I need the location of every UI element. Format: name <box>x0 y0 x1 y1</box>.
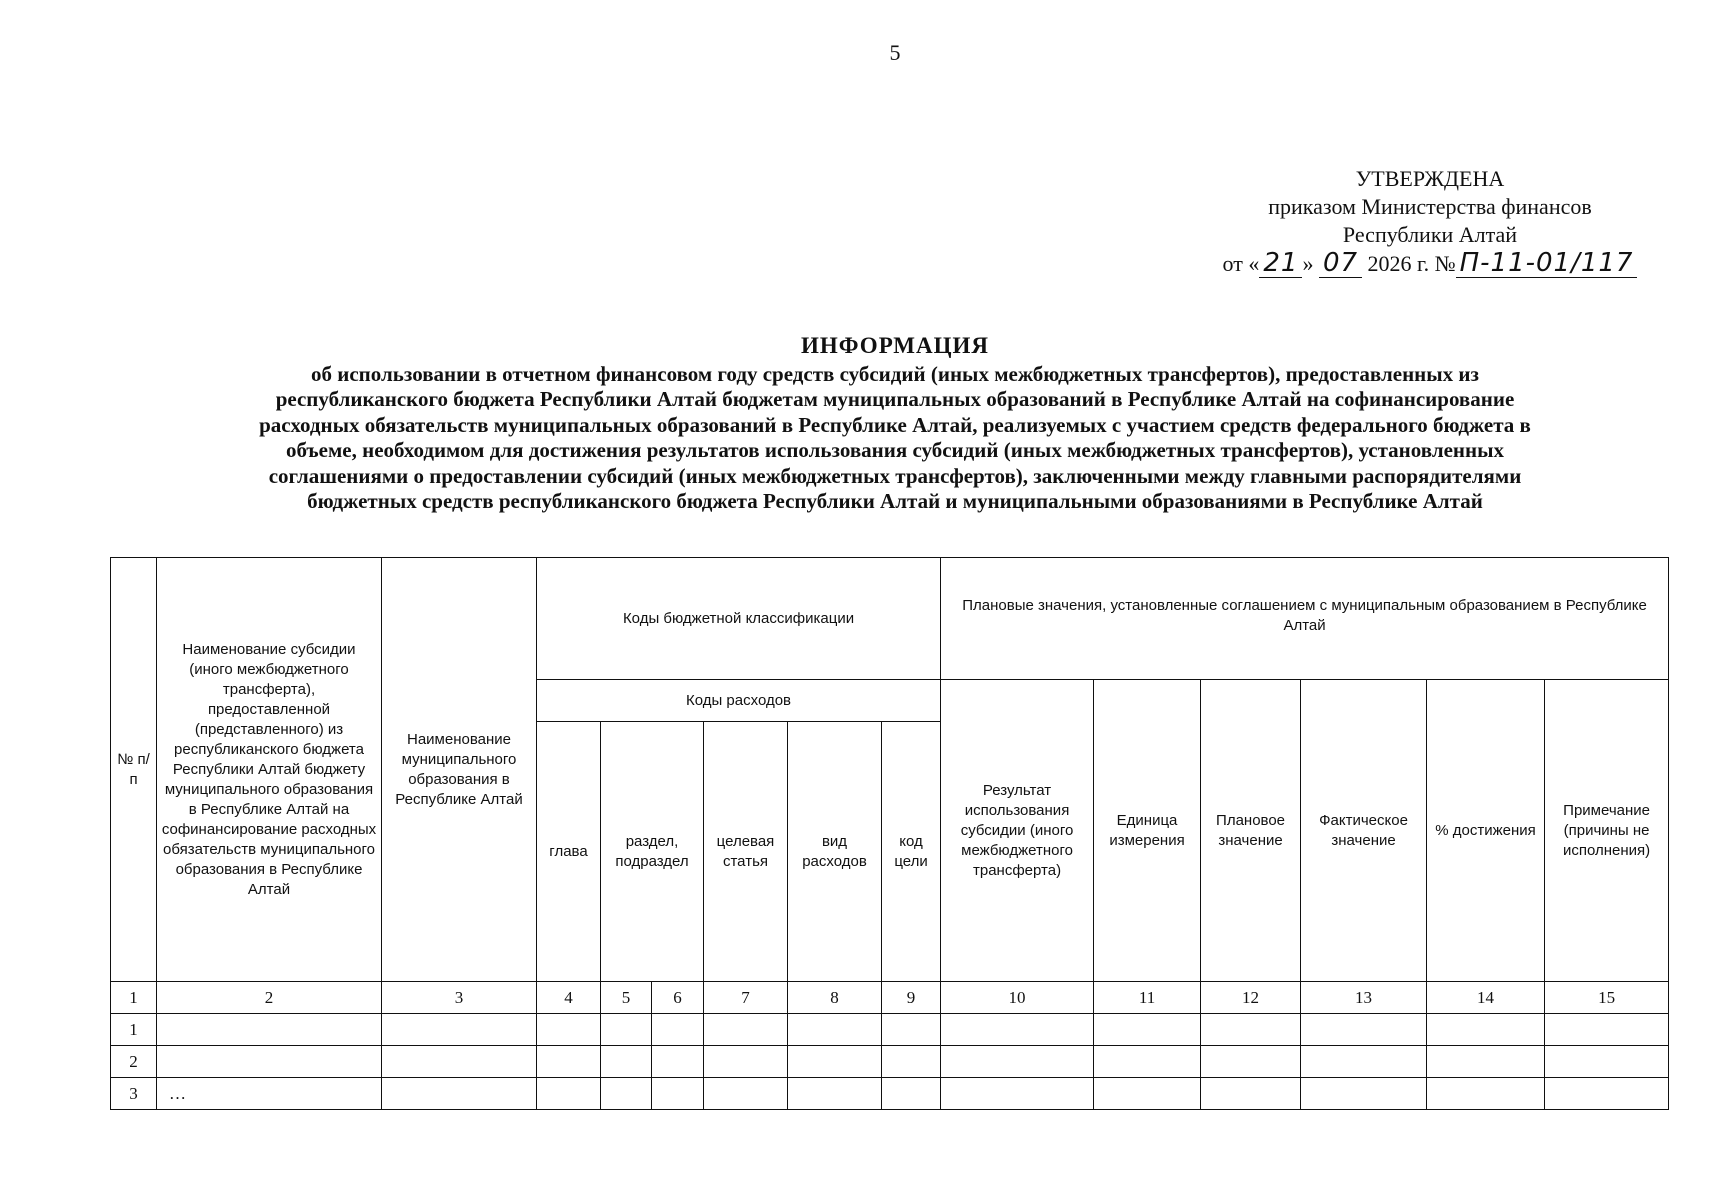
table-row <box>111 1014 1669 1046</box>
table-cell <box>1427 1014 1545 1046</box>
column-number: 15 <box>1545 982 1669 1014</box>
column-number: 6 <box>652 982 704 1014</box>
table-cell <box>788 1046 882 1078</box>
title-line: республиканского бюджета Республики Алтай бюджетам муниципальных образований в Республике Алтай на софинансирование <box>275 387 1515 411</box>
column-number: 10 <box>941 982 1094 1014</box>
table-cell <box>704 1078 788 1110</box>
column-number: 3 <box>382 982 537 1014</box>
header-actual-value: Фактическое значение <box>1301 680 1427 982</box>
row-number: 2 <box>111 1046 157 1078</box>
approval-line-2: Республики Алтай <box>1342 222 1518 247</box>
title-heading: ИНФОРМАЦИЯ <box>800 333 990 358</box>
table-cell <box>537 1078 601 1110</box>
header-note: Примечание (причины не исполнения) <box>1545 680 1669 982</box>
handwritten-day: 21 <box>1259 249 1302 278</box>
title-line: бюджетных средств республиканского бюджета Республики Алтай и муниципальными образованиями в Республике Алтай <box>307 489 1483 513</box>
handwritten-order-number: П-11-01/117 <box>1456 249 1638 278</box>
column-number-row <box>111 982 1669 1014</box>
table-cell <box>652 1014 704 1046</box>
table-cell <box>1094 1046 1201 1078</box>
table-cell <box>1201 1014 1301 1046</box>
table-cell <box>1094 1014 1201 1046</box>
column-number: 1 <box>111 982 157 1014</box>
header-num: № п/п <box>111 558 157 982</box>
date-suffix: 2026 г. № <box>1362 251 1456 276</box>
approval-line-1: приказом Министерства финансов <box>1268 194 1592 219</box>
table-row <box>111 1046 1669 1078</box>
table-cell <box>1545 1078 1669 1110</box>
title-line: объеме, необходимом для достижения результатов использования субсидий (иных межбюджетных трансфертов), установленных <box>285 438 1505 462</box>
table-cell <box>882 1078 941 1110</box>
table-cell <box>1201 1078 1301 1110</box>
title-line: об использовании в отчетном финансовом году средств субсидий (иных межбюджетных трансфертов), предоставленных из <box>311 361 1479 386</box>
table-cell <box>1201 1046 1301 1078</box>
date-mid: » <box>1302 251 1319 276</box>
header-plan-value: Плановое значение <box>1201 680 1301 982</box>
table-cell <box>1094 1078 1201 1110</box>
title-line: соглашениями о предоставлении субсидий (иных межбюджетных трансфертов), заключенными между главными распорядителями <box>268 463 1522 488</box>
table-row <box>111 1078 1669 1110</box>
table-cell <box>1545 1046 1669 1078</box>
table-cell <box>882 1046 941 1078</box>
table-cell <box>788 1078 882 1110</box>
row-subsidy-name: … <box>157 1078 382 1110</box>
column-number: 13 <box>1301 982 1427 1014</box>
column-number: 7 <box>704 982 788 1014</box>
table-cell <box>941 1014 1094 1046</box>
table-cell <box>1545 1014 1669 1046</box>
table-cell <box>704 1046 788 1078</box>
table-cell <box>1427 1078 1545 1110</box>
header-subsidy-name: Наименование субсидии (иного межбюджетного трансферта), предоставленной (представленного) из республиканского бюджета Республики Алтай бюджету муниципального образования в Республике Алтай на софинансирование расходных обязательств муниципального образования в Республике Алтай <box>157 558 382 982</box>
table-cell <box>537 1014 601 1046</box>
row-subsidy-name <box>157 1046 382 1078</box>
header-achievement: % достижения <box>1427 680 1545 982</box>
header-municipality: Наименование муниципального образования в Республике Алтай <box>382 558 537 982</box>
title-line: расходных обязательств муниципальных образований в Республике Алтай, реализуемых с участием средств федерального бюджета в <box>259 412 1531 437</box>
column-number: 5 <box>601 982 652 1014</box>
page-number: 5 <box>889 40 901 65</box>
header-result: Результат использования субсидии (иного межбюджетного трансферта) <box>941 680 1094 982</box>
approval-date-line <box>1205 249 1655 278</box>
header-section: раздел, подраздел <box>601 722 704 982</box>
column-number: 14 <box>1427 982 1545 1014</box>
table-cell <box>941 1046 1094 1078</box>
table-cell <box>1301 1046 1427 1078</box>
row-number: 3 <box>111 1078 157 1110</box>
column-number: 8 <box>788 982 882 1014</box>
header-goal-code: код цели <box>882 722 941 982</box>
table-cell <box>1301 1014 1427 1046</box>
header-target-item: целевая статья <box>704 722 788 982</box>
table-cell <box>788 1014 882 1046</box>
column-number: 4 <box>537 982 601 1014</box>
header-expense-type: вид расходов <box>788 722 882 982</box>
table-cell <box>382 1014 537 1046</box>
header-budget-codes: Коды бюджетной классификации <box>537 558 941 680</box>
table-cell <box>652 1078 704 1110</box>
column-number: 2 <box>157 982 382 1014</box>
table-cell <box>382 1078 537 1110</box>
table-cell <box>537 1046 601 1078</box>
table-cell <box>941 1078 1094 1110</box>
column-number: 11 <box>1094 982 1201 1014</box>
table-cell <box>601 1078 652 1110</box>
approval-stamp <box>1205 165 1655 278</box>
table-cell <box>1427 1046 1545 1078</box>
header-unit: Единица измерения <box>1094 680 1201 982</box>
row-subsidy-name <box>157 1014 382 1046</box>
table-cell <box>382 1046 537 1078</box>
handwritten-month: 07 <box>1319 249 1362 278</box>
approval-title: УТВЕРЖДЕНА <box>1355 166 1505 191</box>
table-cell <box>704 1014 788 1046</box>
table-cell <box>601 1046 652 1078</box>
row-number: 1 <box>111 1014 157 1046</box>
header-planned-values: Плановые значения, установленные соглашением с муниципальным образованием в Республике Алтай <box>941 558 1669 680</box>
table-cell <box>601 1014 652 1046</box>
table-cell <box>1301 1078 1427 1110</box>
table-cell <box>652 1046 704 1078</box>
header-expense-codes: Коды расходов <box>537 680 941 722</box>
table-cell <box>882 1014 941 1046</box>
column-number: 9 <box>882 982 941 1014</box>
date-prefix: от « <box>1222 251 1260 276</box>
report-table <box>110 557 1669 1110</box>
header-chapter: глава <box>537 722 601 982</box>
document-title <box>110 333 1680 515</box>
column-number: 12 <box>1201 982 1301 1014</box>
